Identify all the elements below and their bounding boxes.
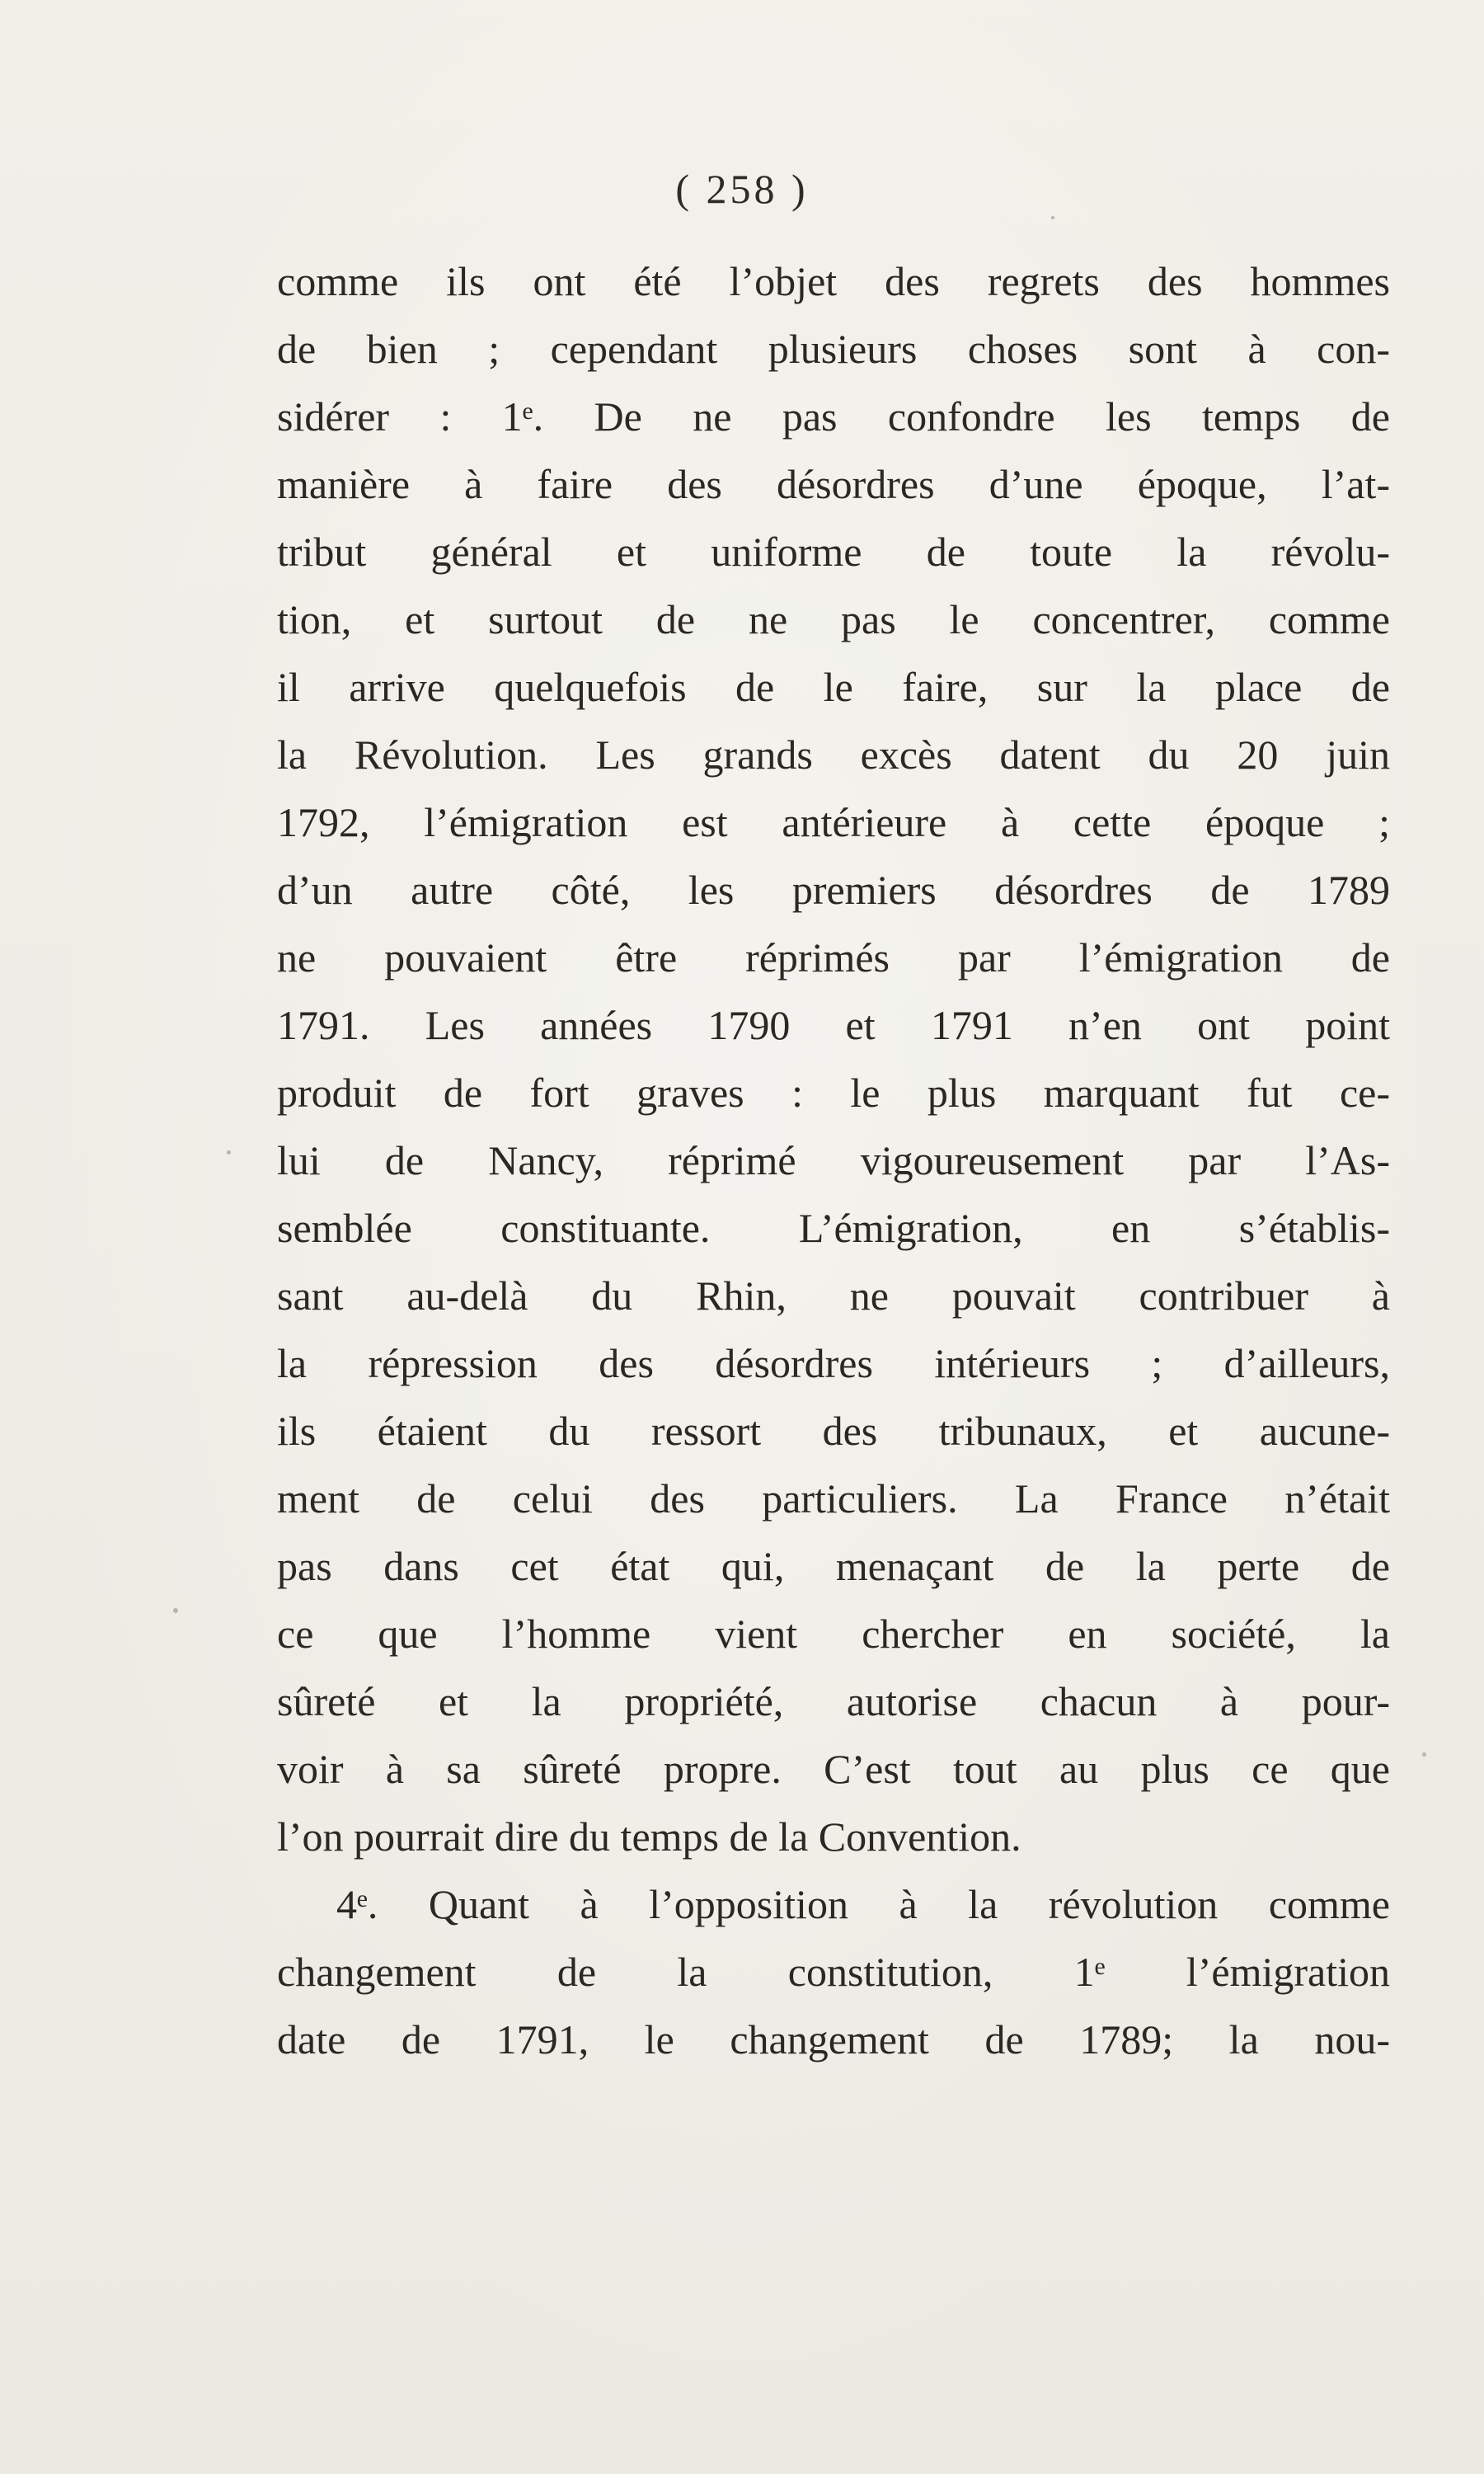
text-line: la répression des désordres intérieurs ; d’ailleurs, bbox=[277, 1340, 1390, 1386]
text-line: comme ils ont été l’objet des regrets des hommes bbox=[277, 258, 1390, 304]
text-line: ce que l’homme vient chercher en société, la bbox=[277, 1611, 1390, 1657]
page-number: ( 258 ) bbox=[675, 166, 809, 212]
text-line: la Révolution. Les grands excès datent du 20 juin bbox=[277, 731, 1390, 778]
paper-speck bbox=[1051, 216, 1054, 219]
text-line: 1791. Les années 1790 et 1791 n’en ont point bbox=[277, 1002, 1390, 1048]
paper-speck bbox=[173, 1608, 178, 1613]
text-line: ment de celui des particuliers. La France n’était bbox=[277, 1475, 1390, 1522]
text-line: d’un autre côté, les premiers désordres de 1789 bbox=[277, 867, 1390, 913]
body-text bbox=[277, 247, 1390, 2073]
text-line: 1792, l’émigration est antérieure à cette époque ; bbox=[277, 799, 1390, 845]
text-line: sant au-delà du Rhin, ne pouvait contribuer à bbox=[277, 1272, 1390, 1319]
text-line: 4ᵉ. Quant à l’opposition à la révolution comme bbox=[336, 1881, 1390, 1927]
text-line: sûreté et la propriété, autorise chacun à pour- bbox=[277, 1678, 1390, 1724]
text-line: de bien ; cependant plusieurs choses sont à con- bbox=[277, 326, 1390, 372]
text-line: date de 1791, le changement de 1789; la nou- bbox=[277, 2016, 1390, 2062]
text-line: il arrive quelquefois de le faire, sur la place de bbox=[277, 664, 1390, 710]
text-line: produit de fort graves : le plus marquant fut ce- bbox=[277, 1070, 1390, 1116]
text-line: lui de Nancy, réprimé vigoureusement par l’As- bbox=[277, 1137, 1390, 1183]
text-line: voir à sa sûreté propre. C’est tout au plus ce que bbox=[277, 1746, 1390, 1792]
text-line: changement de la constitution, 1ᵉ l’émigration bbox=[277, 1949, 1390, 1995]
text-line: semblée constituante. L’émigration, en s’établis- bbox=[277, 1205, 1390, 1251]
text-line: tion, et surtout de ne pas le concentrer, comme bbox=[277, 596, 1390, 642]
text-line: ne pouvaient être réprimés par l’émigration de bbox=[277, 934, 1390, 981]
text-line: tribut général et uniforme de toute la révolu- bbox=[277, 529, 1390, 575]
paper-speck bbox=[227, 1150, 231, 1155]
text-line: ils étaient du ressort des tribunaux, et aucune- bbox=[277, 1408, 1390, 1454]
text-line: l’on pourrait dire du temps de la Convention. bbox=[277, 1813, 1021, 1860]
text-line: pas dans cet état qui, menaçant de la perte de bbox=[277, 1543, 1390, 1589]
paper-speck bbox=[1422, 1752, 1426, 1757]
text-line: sidérer : 1ᵉ. De ne pas confondre les temps de bbox=[277, 393, 1390, 440]
text-line: manière à faire des désordres d’une époque, l’at- bbox=[277, 461, 1390, 507]
